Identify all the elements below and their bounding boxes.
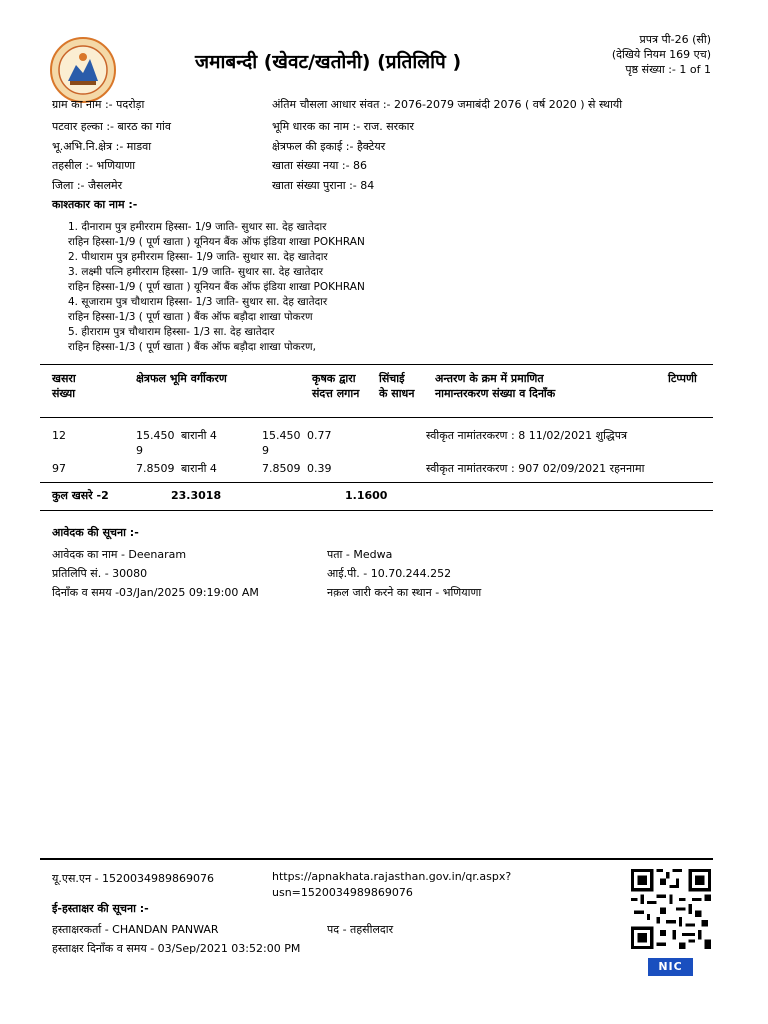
rajasthan-emblem-logo xyxy=(50,37,116,103)
table-cell-khasra: 97 xyxy=(52,462,66,475)
khata-number-old: खाता संख्या पुराना :- 84 xyxy=(272,179,375,192)
khata-number-new: खाता संख्या नया :- 86 xyxy=(272,159,368,172)
footer-rule xyxy=(40,858,713,860)
village-name: ग्राम का नाम :- पदरोड़ा xyxy=(52,98,145,111)
owner-line: राहिन हिस्सा-1/9 ( पूर्ण खाता ) यूनियन बैंक ऑफ इंडिया शाखा POKHRAN xyxy=(68,236,365,248)
col-header-khasra: खसरा संख्या xyxy=(52,372,76,400)
area-unit: क्षेत्रफल की इकाई :- हैक्टेयर xyxy=(272,140,386,153)
owner-line: राहिन हिस्सा-1/3 ( पूर्ण खाता ) बैंक ऑफ बड़ौदा शाखा पोकरण, xyxy=(68,341,316,353)
col-header-area-classification: क्षेत्रफल भूमि वर्गीकरण xyxy=(136,372,227,385)
land-holder-name: भूमि धारक का नाम :- राज. सरकार xyxy=(272,120,414,133)
tehsil: तहसील :- भणियाणा xyxy=(52,159,136,172)
table-cell-lagan: 0.77 xyxy=(307,429,332,442)
land-record-area: भू.अभि.नि.क्षेत्र :- माडवा xyxy=(52,140,152,153)
sign-datetime: हस्ताक्षर दिनाँक व समय - 03/Sep/2021 03:52:00 PM xyxy=(52,942,301,955)
form-number: प्रपत्र पी-26 (सी) xyxy=(639,33,711,46)
owners-heading: काश्तकार का नाम :- xyxy=(52,198,138,211)
table-cell-area: 15.450 9 xyxy=(136,429,175,457)
owner-line: राहिन हिस्सा-1/9 ( पूर्ण खाता ) यूनियन बैंक ऑफ इंडिया शाखा POKHRAN xyxy=(68,281,365,293)
table-top-rule xyxy=(40,364,713,365)
nic-logo: NIC xyxy=(648,958,693,976)
col-header-remarks: टिप्पणी xyxy=(668,372,697,385)
owner-line: 3. लक्ष्मी पत्नि हमीरराम हिस्सा- 1/9 जाति- सुथार सा. देह खातेदार xyxy=(68,266,324,278)
owner-line: 4. सूजाराम पुत्र चौथाराम हिस्सा- 1/3 जाति- सुथार सा. देह खातेदार xyxy=(68,296,328,308)
signer-name: हस्ताक्षरकर्ता - CHANDAN PANWAR xyxy=(52,923,219,936)
table-cell-area2: 15.450 9 xyxy=(262,429,301,457)
table-cell-class: बारानी 4 xyxy=(181,429,217,442)
table-bottom-rule xyxy=(40,510,713,511)
table-cell-area2: 7.8509 xyxy=(262,462,301,475)
table-cell-transfer: स्वीकृत नामांतरकरण : 8 11/02/2021 शुद्धिपत्र xyxy=(426,429,628,442)
settlement-basis: अंतिम चौसला आधार संवत :- 2076-2079 जमाबंदी 2076 ( वर्ष 2020 ) से स्थायी xyxy=(272,98,623,111)
issue-place: नक़ल जारी करने का स्थान - भणियाणा xyxy=(327,586,482,599)
applicant-name: आवेदक का नाम - Deenaram xyxy=(52,548,187,561)
esign-heading: ई-हस्ताक्षर की सूचना :- xyxy=(52,902,149,915)
copy-number: प्रतिलिपि सं. - 30080 xyxy=(52,567,148,580)
signer-designation: पद - तहसीलदार xyxy=(327,923,394,936)
table-total-rule xyxy=(40,482,713,483)
owner-line: 1. दीनाराम पुत्र हमीरराम हिस्सा- 1/9 जाति- सुथार सा. देह खातेदार xyxy=(68,221,327,233)
form-reference xyxy=(612,32,711,77)
table-cell-khasra: 12 xyxy=(52,429,66,442)
patwar-halka: पटवार हल्का :- बारठ का गांव xyxy=(52,120,171,133)
qr-code xyxy=(631,869,711,949)
table-cell-transfer: स्वीकृत नामांतरकरण : 907 02/09/2021 रहननामा xyxy=(426,462,645,475)
owner-line: राहिन हिस्सा-1/3 ( पूर्ण खाता ) बैंक ऑफ बड़ौदा शाखा पोकरण xyxy=(68,311,313,323)
ip-address: आई.पी. - 10.70.244.252 xyxy=(327,567,452,580)
verification-url[interactable]: https://apnakhata.rajasthan.gov.in/qr.aspx? usn=1520034989869076 xyxy=(272,870,512,899)
issue-datetime: दिनाँक व समय -03/Jan/2025 09:19:00 AM xyxy=(52,586,259,599)
district: जिला :- जैसलमेर xyxy=(52,179,123,192)
applicant-address: पता - Medwa xyxy=(327,548,393,561)
table-cell-area: 7.8509 xyxy=(136,462,175,475)
col-header-irrigation: सिंचाई के साधन xyxy=(379,372,415,400)
col-header-lagan: कृषक द्वारा संदत्त लगान xyxy=(312,372,360,400)
total-khasra: कुल खसरे -2 xyxy=(52,489,109,502)
table-cell-lagan: 0.39 xyxy=(307,462,332,475)
col-header-transfer: अन्तरण के क्रम में प्रमाणित नामान्तरकरण संख्या व दिनाँक xyxy=(435,372,556,400)
table-header-rule xyxy=(40,417,713,418)
owner-line: 2. पीथाराम पुत्र हमीरराम हिस्सा- 1/9 जाति- सुथार सा. देह खातेदार xyxy=(68,251,328,263)
total-area: 23.3018 xyxy=(171,489,222,502)
usn-number: यू.एस.एन - 1520034989869076 xyxy=(52,872,215,885)
owner-line: 5. हीराराम पुत्र चौथाराम हिस्सा- 1/3 सा. देह खातेदार xyxy=(68,326,275,338)
page-number: पृष्ठ संख्या :- 1 of 1 xyxy=(625,63,711,76)
rule-reference: (देखिये नियम 169 एच) xyxy=(611,48,711,61)
table-cell-class: बारानी 4 xyxy=(181,462,217,475)
applicant-heading: आवेदक की सूचना :- xyxy=(52,526,139,539)
document-title: जमाबन्दी (खेवट/खतोनी) (प्रतिलिपि ) xyxy=(195,51,462,73)
total-lagan: 1.1600 xyxy=(345,489,388,502)
